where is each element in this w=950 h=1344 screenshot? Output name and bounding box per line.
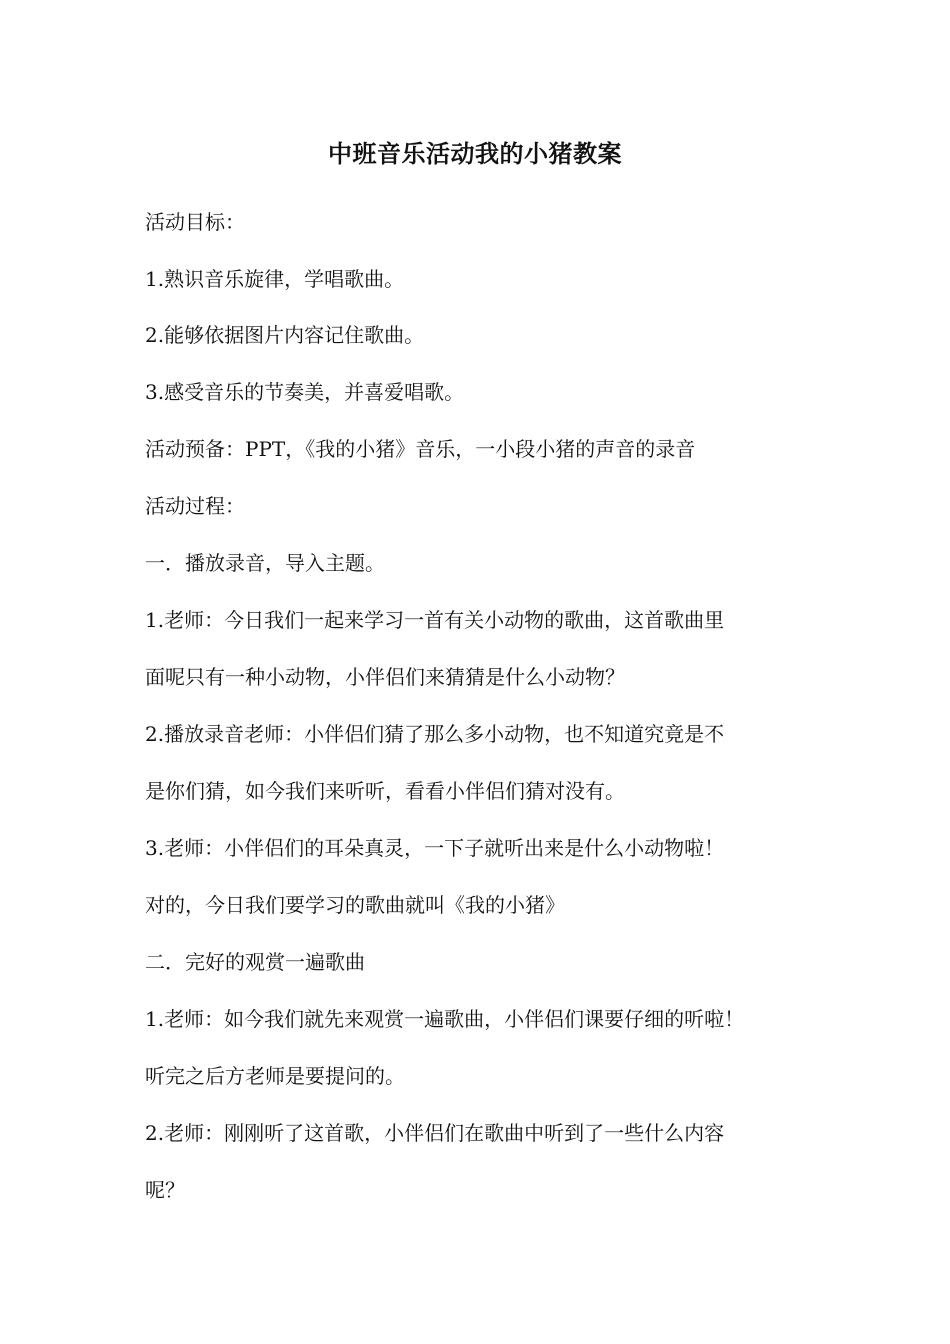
paragraph-line: 呢？	[145, 1178, 185, 1202]
paragraph-line: 活动目标：	[145, 210, 245, 234]
paragraph-line: 1.老师：今日我们一起来学习一首有关小动物的歌曲，这首歌曲里	[145, 608, 725, 632]
paragraph-line: 是你们猜，如今我们来听听，看看小伴侣们猜对没有。	[145, 779, 625, 803]
paragraph-line: 活动预备：PPT，《我的小猪》音乐，一小段小猪的声音的录音	[145, 437, 696, 461]
paragraph-line: 对的，今日我们要学习的歌曲就叫《我的小猪》	[145, 893, 565, 917]
paragraph-line: 面呢只有一种小动物，小伴侣们来猜猜是什么小动物？	[145, 665, 625, 689]
paragraph-line: 3.感受音乐的节奏美，并喜爱唱歌。	[145, 380, 465, 404]
paragraph-line: 听完之后方老师是要提问的。	[145, 1064, 405, 1088]
paragraph-line: 二．完好的观赏一遍歌曲	[145, 950, 365, 974]
paragraph-line: 一．播放录音，导入主题。	[145, 551, 385, 575]
paragraph-line: 3.老师：小伴侣们的耳朵真灵，一下子就听出来是什么小动物啦！	[145, 836, 725, 860]
paragraph-line: 2.能够依据图片内容记住歌曲。	[145, 323, 425, 347]
document-title: 中班音乐活动我的小猪教案	[328, 140, 622, 168]
paragraph-line: 1.熟识音乐旋律，学唱歌曲。	[145, 267, 405, 291]
paragraph-line: 2.播放录音老师：小伴侣们猜了那么多小动物，也不知道究竟是不	[145, 722, 725, 746]
paragraph-line: 2.老师：刚刚听了这首歌，小伴侣们在歌曲中听到了一些什么内容	[145, 1121, 725, 1145]
paragraph-line: 活动过程：	[145, 494, 245, 518]
paragraph-line: 1.老师：如今我们就先来观赏一遍歌曲，小伴侣们课要仔细的听啦！	[145, 1007, 745, 1031]
